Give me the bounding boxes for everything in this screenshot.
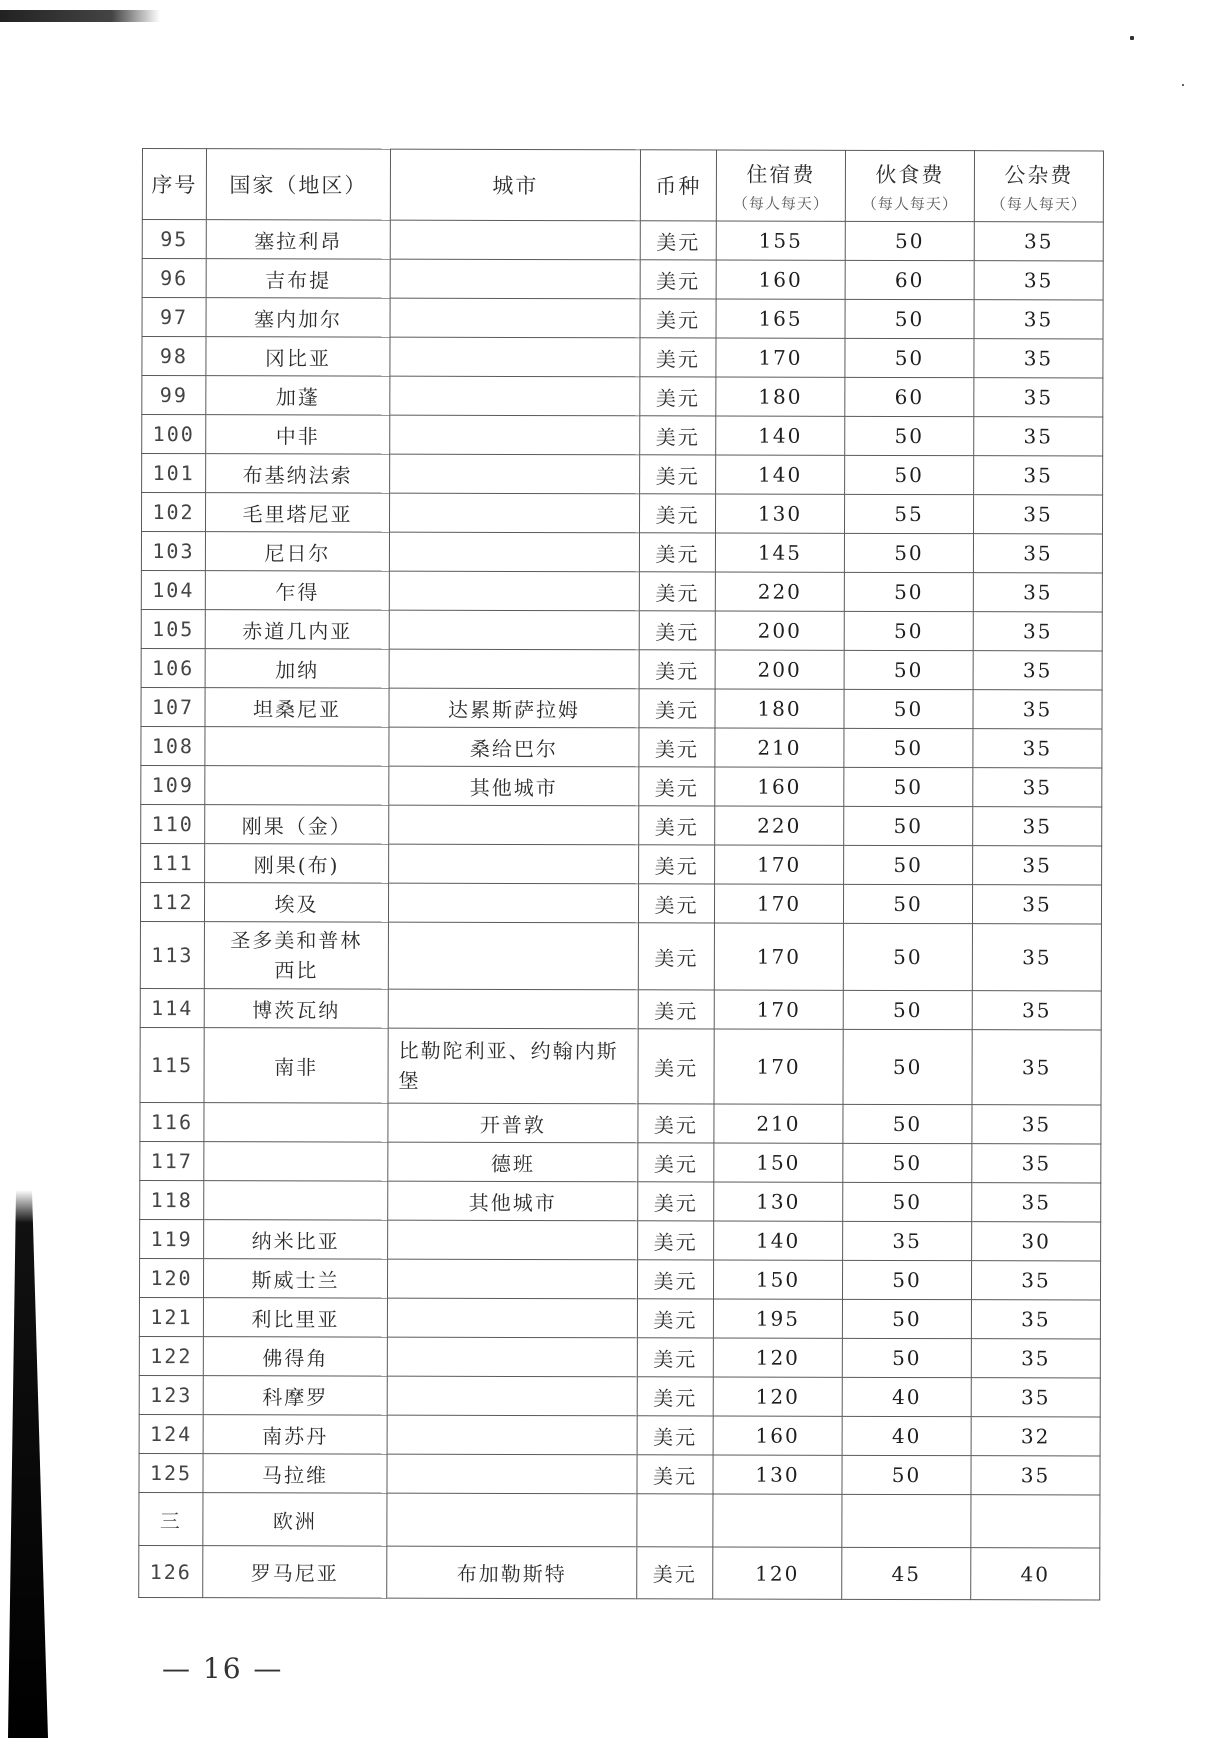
row-currency: 美元 <box>638 1182 714 1221</box>
row-food: 50 <box>843 1029 972 1104</box>
row-number: 104 <box>141 570 205 609</box>
row-food: 50 <box>843 990 972 1029</box>
row-food: 60 <box>845 377 974 416</box>
row-number: 113 <box>140 921 204 988</box>
header-currency: 币种 <box>640 150 716 221</box>
row-number: 108 <box>141 726 205 765</box>
row-number: 101 <box>142 454 206 493</box>
row-country: 马拉维 <box>203 1454 387 1493</box>
row-country <box>204 1103 388 1142</box>
table-row <box>139 1336 1100 1378</box>
row-misc: 35 <box>974 417 1103 456</box>
row-city <box>389 493 639 533</box>
table-row <box>141 804 1102 846</box>
row-currency: 美元 <box>637 1377 713 1416</box>
row-misc: 35 <box>972 1030 1101 1105</box>
row-misc: 35 <box>973 495 1102 534</box>
table-row <box>141 570 1102 612</box>
row-country: 塞拉利昂 <box>206 220 390 259</box>
row-city: 其他城市 <box>388 1181 638 1221</box>
row-food: 50 <box>845 299 974 338</box>
row-food: 50 <box>844 845 973 884</box>
row-lodging: 155 <box>716 221 845 260</box>
table-row <box>139 1297 1100 1339</box>
row-lodging: 160 <box>715 767 844 806</box>
row-misc: 35 <box>974 378 1103 417</box>
row-lodging: 150 <box>714 1143 843 1182</box>
row-currency: 美元 <box>637 1547 713 1599</box>
row-country: 中非 <box>206 415 390 454</box>
row-currency: 美元 <box>638 923 714 990</box>
scan-edge-mark <box>0 10 160 22</box>
row-lodging: 165 <box>716 299 845 338</box>
row-lodging: 170 <box>715 845 844 884</box>
row-currency: 美元 <box>640 455 716 494</box>
row-food: 50 <box>843 1182 972 1221</box>
row-city <box>388 883 638 923</box>
row-currency: 美元 <box>637 1299 713 1338</box>
row-currency: 美元 <box>640 221 716 260</box>
row-food: 55 <box>844 494 973 533</box>
table-row <box>142 220 1103 262</box>
section-title: 欧洲 <box>203 1493 387 1546</box>
row-misc: 30 <box>972 1222 1101 1261</box>
row-city <box>387 1376 637 1416</box>
row-city <box>390 454 640 494</box>
row-country: 毛里塔尼亚 <box>205 493 389 532</box>
row-country <box>205 766 389 805</box>
row-misc: 40 <box>971 1548 1100 1600</box>
row-number: 119 <box>140 1219 204 1258</box>
row-number: 100 <box>142 415 206 454</box>
row-misc: 35 <box>973 768 1102 807</box>
row-misc: 35 <box>973 534 1102 573</box>
table-row <box>140 1102 1101 1144</box>
table-row <box>141 493 1102 535</box>
row-currency: 美元 <box>639 689 715 728</box>
row-currency: 美元 <box>639 494 715 533</box>
row-city <box>390 298 640 338</box>
row-number: 118 <box>140 1180 204 1219</box>
header-food: 伙食费 （每人每天） <box>845 150 974 221</box>
row-lodging: 200 <box>715 650 844 689</box>
row-lodging: 120 <box>713 1377 842 1416</box>
row-food: 50 <box>845 455 974 494</box>
row-food: 50 <box>844 572 973 611</box>
row-misc: 35 <box>973 690 1102 729</box>
row-city <box>389 610 639 650</box>
row-city: 达累斯萨拉姆 <box>389 688 639 728</box>
table-row <box>142 454 1103 496</box>
row-food: 50 <box>844 767 973 806</box>
row-city: 桑给巴尔 <box>389 727 639 767</box>
row-lodging: 220 <box>715 806 844 845</box>
row-number: 97 <box>142 298 206 337</box>
row-currency: 美元 <box>638 990 714 1029</box>
scan-speck <box>1130 36 1134 40</box>
header-misc: 公杂费 （每人每天） <box>974 151 1103 222</box>
row-currency: 美元 <box>638 1221 714 1260</box>
row-number: 114 <box>140 988 204 1027</box>
row-city: 布加勒斯特 <box>387 1546 637 1599</box>
row-misc: 35 <box>971 1339 1100 1378</box>
header-no: 序号 <box>142 149 206 220</box>
table-row <box>140 1219 1101 1261</box>
row-food: 50 <box>845 221 974 260</box>
row-lodging: 170 <box>716 338 845 377</box>
row-country: 吉布提 <box>206 259 390 298</box>
row-food: 50 <box>844 806 973 845</box>
row-number: 124 <box>139 1414 203 1453</box>
row-country: 布基纳法索 <box>206 454 390 493</box>
row-lodging: 120 <box>713 1547 842 1599</box>
table-cell <box>842 1494 971 1547</box>
table-row <box>140 1180 1101 1222</box>
table-row <box>139 1414 1100 1456</box>
row-misc: 35 <box>972 1144 1101 1183</box>
row-country: 加蓬 <box>206 376 390 415</box>
page-number: — 16 — <box>162 1652 284 1685</box>
row-food: 60 <box>845 260 974 299</box>
row-country <box>204 1142 388 1181</box>
row-lodging: 210 <box>714 1104 843 1143</box>
row-city <box>388 989 638 1029</box>
table-row <box>142 259 1103 301</box>
row-misc: 35 <box>974 456 1103 495</box>
row-lodging: 220 <box>715 572 844 611</box>
row-currency: 美元 <box>640 260 716 299</box>
table-header <box>142 149 1103 223</box>
row-currency: 美元 <box>639 650 715 689</box>
row-currency: 美元 <box>640 299 716 338</box>
row-number: 105 <box>141 609 205 648</box>
row-city <box>388 922 638 990</box>
header-country: 国家（地区） <box>206 149 390 220</box>
row-misc: 35 <box>972 885 1101 924</box>
row-misc: 35 <box>974 261 1103 300</box>
row-misc: 35 <box>972 1105 1101 1144</box>
row-currency: 美元 <box>639 767 715 806</box>
row-lodging: 200 <box>715 611 844 650</box>
row-country: 加纳 <box>205 649 389 688</box>
row-number: 125 <box>139 1453 203 1492</box>
row-number: 121 <box>139 1297 203 1336</box>
row-misc: 35 <box>971 1456 1100 1495</box>
row-misc: 35 <box>972 1183 1101 1222</box>
row-country: 塞内加尔 <box>206 298 390 337</box>
table-row <box>140 1027 1101 1105</box>
row-city: 比勒陀利亚、约翰内斯堡 <box>388 1028 638 1104</box>
row-lodging: 140 <box>714 1221 843 1260</box>
row-food: 50 <box>844 611 973 650</box>
row-city <box>389 805 639 845</box>
row-number: 98 <box>142 337 206 376</box>
row-country: 冈比亚 <box>206 337 390 376</box>
row-number: 120 <box>139 1258 203 1297</box>
table-row <box>141 687 1102 729</box>
row-food: 50 <box>844 728 973 767</box>
row-currency: 美元 <box>638 884 714 923</box>
row-food: 50 <box>844 689 973 728</box>
row-lodging: 150 <box>713 1260 842 1299</box>
table-row <box>141 609 1102 651</box>
row-food: 35 <box>843 1221 972 1260</box>
row-misc: 35 <box>972 991 1101 1030</box>
table-row <box>141 843 1102 885</box>
row-city <box>389 532 639 572</box>
row-country: 纳米比亚 <box>204 1220 388 1259</box>
row-number: 110 <box>141 804 205 843</box>
row-currency: 美元 <box>640 338 716 377</box>
header-unit: （每人每天） <box>732 194 829 213</box>
table-row <box>140 988 1101 1030</box>
row-lodging: 195 <box>713 1299 842 1338</box>
row-city <box>387 1337 637 1377</box>
row-misc: 35 <box>973 573 1102 612</box>
row-number: 115 <box>140 1027 204 1102</box>
row-currency: 美元 <box>639 611 715 650</box>
table-row <box>141 726 1102 768</box>
row-country: 圣多美和普林西比 <box>204 922 388 989</box>
table-row <box>141 765 1102 807</box>
row-city <box>387 1415 637 1455</box>
table-cell <box>971 1495 1100 1548</box>
row-currency: 美元 <box>637 1455 713 1494</box>
table-row <box>139 1375 1100 1417</box>
row-country: 斯威士兰 <box>203 1259 387 1298</box>
row-misc: 35 <box>973 807 1102 846</box>
table-row <box>142 337 1103 379</box>
row-food: 50 <box>843 923 972 990</box>
row-lodging: 160 <box>716 260 845 299</box>
row-city <box>387 1454 637 1494</box>
row-city: 德班 <box>388 1142 638 1182</box>
row-lodging: 170 <box>714 990 843 1029</box>
row-lodging: 160 <box>713 1416 842 1455</box>
row-currency: 美元 <box>639 728 715 767</box>
row-food: 45 <box>842 1547 971 1599</box>
row-food: 40 <box>842 1416 971 1455</box>
table-body <box>139 220 1104 1601</box>
table-row <box>139 1545 1100 1600</box>
row-country: 南苏丹 <box>203 1415 387 1454</box>
row-misc: 35 <box>974 222 1103 261</box>
row-misc: 35 <box>971 1378 1100 1417</box>
row-city <box>390 337 640 377</box>
row-misc: 32 <box>971 1417 1100 1456</box>
scan-shadow <box>8 1190 48 1738</box>
row-country: 博茨瓦纳 <box>204 989 388 1028</box>
row-country: 坦桑尼亚 <box>205 688 389 727</box>
row-city <box>390 415 640 455</box>
table-row <box>139 1453 1100 1495</box>
row-currency: 美元 <box>640 377 716 416</box>
row-misc: 35 <box>973 651 1102 690</box>
table-row <box>142 415 1103 457</box>
row-country: 乍得 <box>205 571 389 610</box>
table-row <box>141 532 1102 574</box>
row-food: 50 <box>842 1299 971 1338</box>
row-food: 50 <box>843 884 972 923</box>
table-row <box>141 648 1102 690</box>
row-city: 开普敦 <box>388 1103 638 1143</box>
row-country <box>204 1181 388 1220</box>
row-lodging: 140 <box>716 455 845 494</box>
row-lodging: 130 <box>715 494 844 533</box>
row-city <box>390 259 640 299</box>
row-number: 116 <box>140 1102 204 1141</box>
row-country: 赤道几内亚 <box>205 610 389 649</box>
row-number: 107 <box>141 687 205 726</box>
table-row <box>140 882 1101 924</box>
row-number: 126 <box>139 1545 203 1597</box>
row-number: 122 <box>139 1336 203 1375</box>
header-lodging: 住宿费 （每人每天） <box>716 150 845 221</box>
row-number: 117 <box>140 1141 204 1180</box>
row-currency: 美元 <box>639 572 715 611</box>
row-misc: 35 <box>973 846 1102 885</box>
row-lodging: 180 <box>715 689 844 728</box>
row-city <box>387 1298 637 1338</box>
row-currency: 美元 <box>638 1104 714 1143</box>
row-misc: 35 <box>974 300 1103 339</box>
section-number: 三 <box>139 1492 203 1545</box>
row-food: 50 <box>842 1260 971 1299</box>
row-misc: 35 <box>971 1261 1100 1300</box>
row-city <box>389 571 639 611</box>
row-city <box>390 376 640 416</box>
row-misc: 35 <box>973 612 1102 651</box>
table-row <box>140 921 1101 991</box>
row-city <box>388 1220 638 1260</box>
table-row <box>139 1258 1100 1300</box>
row-number: 95 <box>142 220 206 259</box>
row-country: 佛得角 <box>203 1337 387 1376</box>
row-city: 其他城市 <box>389 766 639 806</box>
row-number: 123 <box>139 1375 203 1414</box>
row-currency: 美元 <box>639 533 715 572</box>
row-country: 科摩罗 <box>203 1376 387 1415</box>
row-currency: 美元 <box>637 1416 713 1455</box>
table-row <box>142 298 1103 340</box>
row-food: 50 <box>844 533 973 572</box>
row-misc: 35 <box>972 924 1101 991</box>
row-lodging: 170 <box>714 884 843 923</box>
row-city <box>389 844 639 884</box>
row-country: 刚果（金） <box>205 805 389 844</box>
row-currency: 美元 <box>637 1338 713 1377</box>
header-city: 城市 <box>390 149 640 221</box>
row-currency: 美元 <box>640 416 716 455</box>
row-lodging: 120 <box>713 1338 842 1377</box>
row-food: 50 <box>842 1338 971 1377</box>
row-food: 50 <box>843 1104 972 1143</box>
row-currency: 美元 <box>639 845 715 884</box>
header-unit: （每人每天） <box>990 194 1087 213</box>
header-unit: （每人每天） <box>861 194 958 213</box>
table-cell <box>637 1494 713 1547</box>
row-number: 112 <box>140 882 204 921</box>
table-row <box>140 1141 1101 1183</box>
row-city <box>387 1259 637 1299</box>
row-misc: 35 <box>971 1300 1100 1339</box>
row-lodging: 180 <box>716 377 845 416</box>
row-food: 50 <box>842 1455 971 1494</box>
row-country: 南非 <box>204 1028 388 1103</box>
row-food: 40 <box>842 1377 971 1416</box>
row-lodging: 140 <box>716 416 845 455</box>
row-country: 刚果(布) <box>205 844 389 883</box>
row-currency: 美元 <box>637 1260 713 1299</box>
row-number: 111 <box>141 843 205 882</box>
scan-speck <box>1182 84 1184 86</box>
row-number: 109 <box>141 765 205 804</box>
row-country: 埃及 <box>204 883 388 922</box>
row-lodging: 145 <box>715 533 844 572</box>
row-lodging: 130 <box>714 1182 843 1221</box>
table-cell <box>387 1493 637 1547</box>
row-city <box>389 649 639 689</box>
row-lodging: 170 <box>714 923 843 990</box>
row-food: 50 <box>845 338 974 377</box>
row-food: 50 <box>844 650 973 689</box>
row-food: 50 <box>843 1143 972 1182</box>
row-country: 罗马尼亚 <box>203 1546 387 1598</box>
row-currency: 美元 <box>638 1143 714 1182</box>
table-row <box>142 376 1103 418</box>
row-lodging: 210 <box>715 728 844 767</box>
row-number: 103 <box>141 532 205 571</box>
table-cell <box>713 1494 842 1547</box>
row-food: 50 <box>845 416 974 455</box>
row-number: 96 <box>142 259 206 298</box>
row-currency: 美元 <box>638 1029 714 1104</box>
row-country: 利比里亚 <box>203 1298 387 1337</box>
row-number: 102 <box>141 493 205 532</box>
row-lodging: 130 <box>713 1455 842 1494</box>
row-city <box>390 220 640 260</box>
row-country <box>205 727 389 766</box>
row-misc: 35 <box>974 339 1103 378</box>
allowance-table <box>138 148 1104 1601</box>
section-row <box>139 1492 1100 1548</box>
row-number: 99 <box>142 376 206 415</box>
row-country: 尼日尔 <box>205 532 389 571</box>
row-number: 106 <box>141 648 205 687</box>
row-lodging: 170 <box>714 1029 843 1104</box>
row-misc: 35 <box>973 729 1102 768</box>
row-currency: 美元 <box>639 806 715 845</box>
